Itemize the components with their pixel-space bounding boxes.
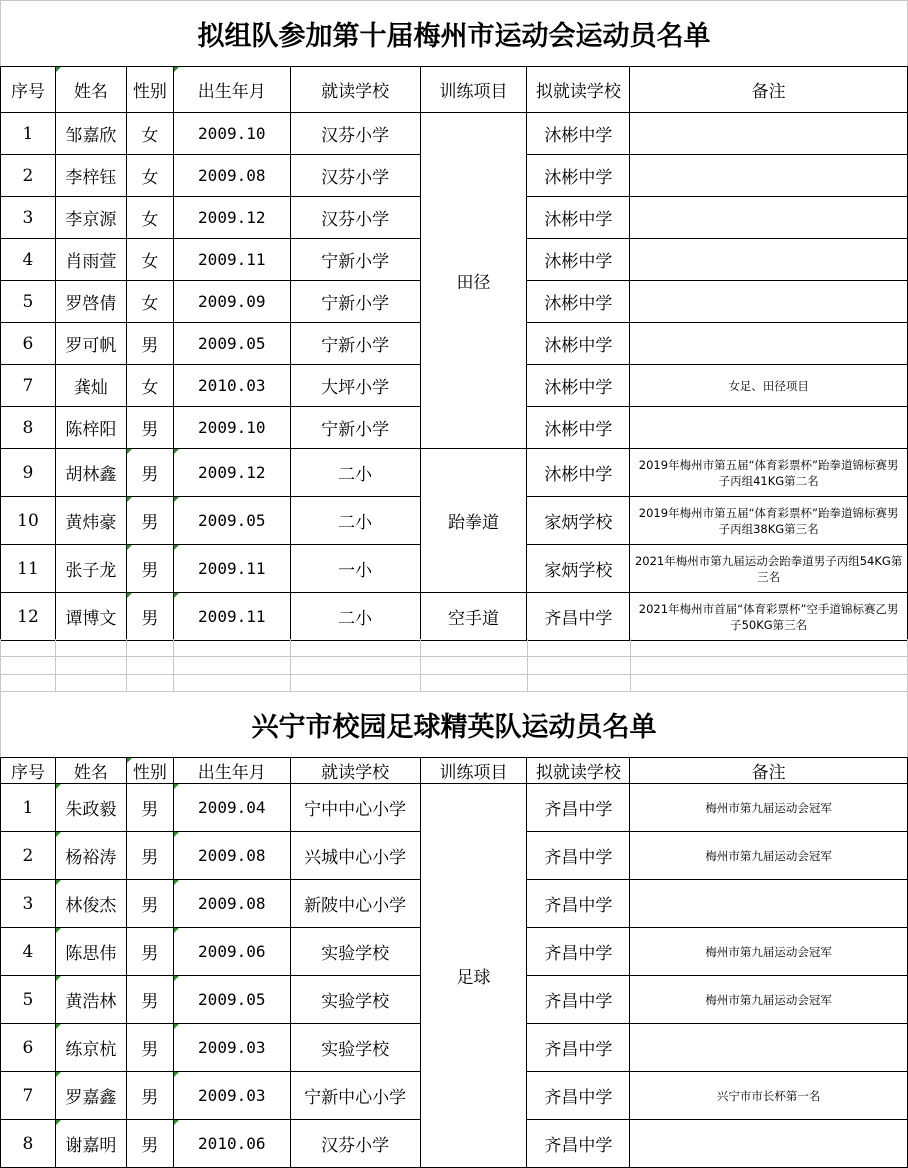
header-seq: 序号 [1,67,56,113]
cell-gender: 女 [126,155,173,197]
header-note: 备注 [630,67,908,113]
cell-target-school: 齐昌中学 [527,928,630,976]
cell-school: 兴城中心小学 [290,832,420,880]
cell-gender: 男 [126,976,173,1024]
cell-target-school: 家炳学校 [527,545,630,593]
cell-name: 李京源 [55,197,126,239]
cell-seq: 5 [1,976,56,1024]
cell-name: 陈思伟 [55,928,126,976]
cell-target-school: 家炳学校 [527,497,630,545]
cell-seq: 10 [1,497,56,545]
cell-note [630,281,908,323]
cell-target-school: 沐彬中学 [527,323,630,365]
cell-gender: 男 [126,449,173,497]
header-name: 姓名 [55,67,126,113]
cell-gender: 男 [126,832,173,880]
cell-birth: 2009.08 [173,880,290,928]
cell-note [630,1024,908,1072]
header-birth: 出生年月 [173,758,290,784]
cell-gender: 男 [126,593,173,641]
header-school: 就读学校 [290,758,420,784]
cell-birth: 2009.04 [173,784,290,832]
athlete-table-section1 [0,66,908,641]
header-birth: 出生年月 [173,67,290,113]
cell-gender: 女 [126,365,173,407]
header-name: 姓名 [55,758,126,784]
cell-target-school: 齐昌中学 [527,832,630,880]
cell-seq: 5 [1,281,56,323]
cell-name: 黄浩林 [55,976,126,1024]
cell-gender: 男 [126,1120,173,1168]
cell-note [630,155,908,197]
cell-project: 空手道 [420,593,527,641]
cell-name: 罗可帆 [55,323,126,365]
cell-target-school: 沐彬中学 [527,407,630,449]
cell-birth: 2010.03 [173,365,290,407]
cell-birth: 2009.08 [173,155,290,197]
athlete-table-section2 [0,757,908,1168]
cell-name: 肖雨萱 [55,239,126,281]
cell-target-school: 沐彬中学 [527,113,630,155]
cell-seq: 7 [1,365,56,407]
cell-gender: 男 [126,407,173,449]
cell-birth: 2009.10 [173,113,290,155]
cell-note [630,323,908,365]
cell-name: 胡林鑫 [55,449,126,497]
cell-school: 宁新小学 [290,281,420,323]
cell-birth: 2009.11 [173,593,290,641]
cell-note: 梅州市第九届运动会冠军 [630,976,908,1024]
cell-name: 邹嘉欣 [55,113,126,155]
cell-target-school: 齐昌中学 [527,1072,630,1120]
cell-seq: 6 [1,1024,56,1072]
cell-birth: 2009.08 [173,832,290,880]
cell-birth: 2009.11 [173,239,290,281]
section2-title: 兴宁市校园足球精英队运动员名单 [0,692,908,757]
cell-project: 田径 [420,113,527,449]
cell-gender: 男 [126,928,173,976]
cell-gender: 男 [126,1072,173,1120]
cell-birth: 2009.12 [173,449,290,497]
cell-school: 实验学校 [290,976,420,1024]
cell-birth: 2009.03 [173,1072,290,1120]
cell-target-school: 齐昌中学 [527,784,630,832]
cell-seq: 8 [1,1120,56,1168]
empty-grid-rows [0,639,908,692]
cell-birth: 2009.11 [173,545,290,593]
cell-target-school: 齐昌中学 [527,976,630,1024]
cell-note: 兴宁市市长杯第一名 [630,1072,908,1120]
cell-target-school: 沐彬中学 [527,365,630,407]
header-project: 训练项目 [420,67,527,113]
cell-target-school: 齐昌中学 [527,1024,630,1072]
cell-target-school: 齐昌中学 [527,1120,630,1168]
cell-gender: 男 [126,323,173,365]
cell-gender: 女 [126,197,173,239]
cell-gender: 男 [126,1024,173,1072]
cell-note: 女足、田径项目 [630,365,908,407]
header-target: 拟就读学校 [527,67,630,113]
cell-school: 汉芬小学 [290,197,420,239]
cell-name: 谭博文 [55,593,126,641]
header-project: 训练项目 [420,758,527,784]
cell-birth: 2009.06 [173,928,290,976]
cell-name: 黄炜豪 [55,497,126,545]
header-gender: 性别 [126,67,173,113]
cell-target-school: 沐彬中学 [527,281,630,323]
cell-school: 二小 [290,497,420,545]
cell-name: 罗啓倩 [55,281,126,323]
cell-seq: 6 [1,323,56,365]
cell-school: 一小 [290,545,420,593]
cell-name: 练京杭 [55,1024,126,1072]
cell-birth: 2009.05 [173,497,290,545]
cell-note: 2021年梅州市首届“体育彩票杯”空手道锦标赛乙男子50KG第三名 [630,593,908,641]
cell-note: 梅州市第九届运动会冠军 [630,928,908,976]
cell-note: 梅州市第九届运动会冠军 [630,784,908,832]
cell-birth: 2009.10 [173,407,290,449]
cell-seq: 4 [1,928,56,976]
cell-note: 2019年梅州市第五届“体育彩票杯”跆拳道锦标赛男子丙组41KG第二名 [630,449,908,497]
cell-school: 宁新小学 [290,323,420,365]
cell-seq: 2 [1,155,56,197]
cell-school: 宁新小学 [290,407,420,449]
cell-school: 宁新中心小学 [290,1072,420,1120]
cell-gender: 女 [126,281,173,323]
cell-gender: 男 [126,545,173,593]
table-row [1,449,908,497]
cell-school: 汉芬小学 [290,113,420,155]
cell-name: 林俊杰 [55,880,126,928]
cell-target-school: 沐彬中学 [527,449,630,497]
cell-school: 宁新小学 [290,239,420,281]
cell-note [630,880,908,928]
header-gender: 性别 [126,758,173,784]
cell-seq: 11 [1,545,56,593]
cell-school: 实验学校 [290,928,420,976]
table-row [1,113,908,155]
cell-target-school: 齐昌中学 [527,880,630,928]
cell-target-school: 沐彬中学 [527,239,630,281]
cell-seq: 9 [1,449,56,497]
cell-birth: 2010.06 [173,1120,290,1168]
cell-school: 二小 [290,593,420,641]
cell-name: 谢嘉明 [55,1120,126,1168]
header-seq: 序号 [1,758,56,784]
cell-seq: 1 [1,113,56,155]
cell-birth: 2009.09 [173,281,290,323]
cell-school: 汉芬小学 [290,155,420,197]
section1-title: 拟组队参加第十届梅州市运动会运动员名单 [0,0,908,66]
header-school: 就读学校 [290,67,420,113]
cell-birth: 2009.05 [173,323,290,365]
cell-school: 汉芬小学 [290,1120,420,1168]
cell-school: 新陂中心小学 [290,880,420,928]
cell-birth: 2009.03 [173,1024,290,1072]
cell-note [630,113,908,155]
cell-note: 2019年梅州市第五届“体育彩票杯”跆拳道锦标赛男子丙组38KG第三名 [630,497,908,545]
cell-school: 宁中中心小学 [290,784,420,832]
cell-name: 朱政毅 [55,784,126,832]
cell-birth: 2009.05 [173,976,290,1024]
cell-seq: 7 [1,1072,56,1120]
cell-name: 张子龙 [55,545,126,593]
cell-note [630,239,908,281]
cell-name: 龚灿 [55,365,126,407]
cell-school: 实验学校 [290,1024,420,1072]
table-row [1,784,908,832]
cell-seq: 8 [1,407,56,449]
cell-project: 足球 [420,784,527,1168]
cell-target-school: 沐彬中学 [527,197,630,239]
cell-target-school: 沐彬中学 [527,155,630,197]
cell-note [630,407,908,449]
cell-note: 2021年梅州市第九届运动会跆拳道男子丙组54KG第三名 [630,545,908,593]
cell-seq: 1 [1,784,56,832]
cell-name: 杨裕涛 [55,832,126,880]
cell-gender: 男 [126,880,173,928]
cell-note [630,1120,908,1168]
cell-birth: 2009.12 [173,197,290,239]
cell-gender: 男 [126,784,173,832]
cell-name: 李梓钰 [55,155,126,197]
header-note: 备注 [630,758,908,784]
cell-seq: 3 [1,197,56,239]
cell-project: 跆拳道 [420,449,527,593]
cell-gender: 女 [126,113,173,155]
cell-target-school: 齐昌中学 [527,593,630,641]
table-row [1,593,908,641]
cell-school: 大坪小学 [290,365,420,407]
header-target: 拟就读学校 [527,758,630,784]
cell-seq: 4 [1,239,56,281]
cell-name: 陈梓阳 [55,407,126,449]
cell-note [630,197,908,239]
cell-name: 罗嘉鑫 [55,1072,126,1120]
cell-gender: 女 [126,239,173,281]
cell-seq: 3 [1,880,56,928]
cell-seq: 12 [1,593,56,641]
cell-gender: 男 [126,497,173,545]
cell-seq: 2 [1,832,56,880]
cell-school: 二小 [290,449,420,497]
cell-note: 梅州市第九届运动会冠军 [630,832,908,880]
